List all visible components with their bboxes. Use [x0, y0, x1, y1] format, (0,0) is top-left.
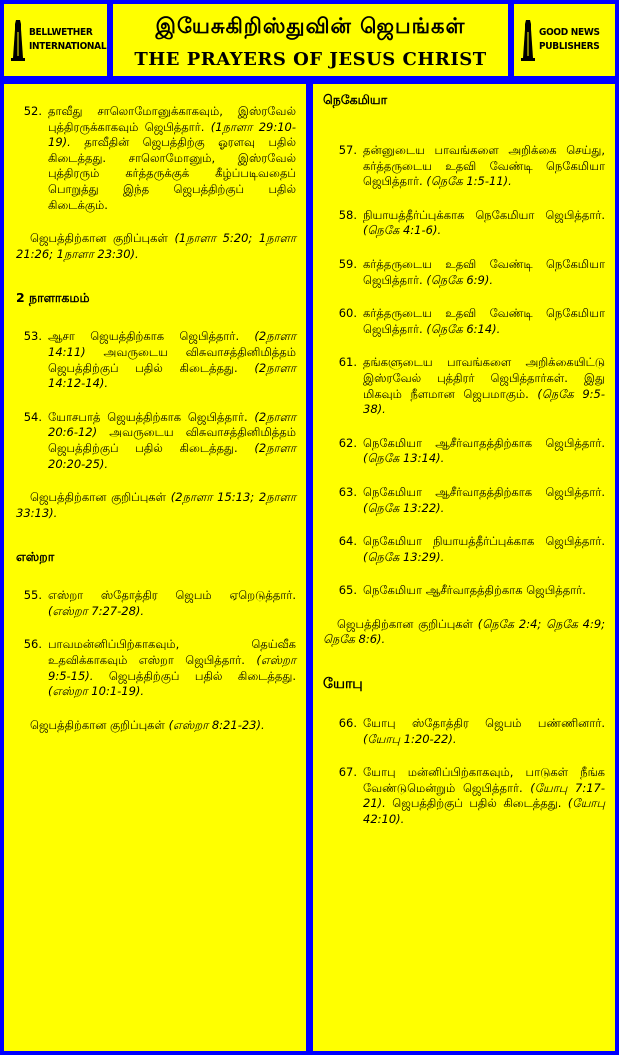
- note-label: ஜெபத்திற்கான குறிப்புகள்: [30, 231, 175, 246]
- entry-body: அவருடைய விசுவாசத்தினிமித்தம் ஜெபத்திற்குப் பதில் கிடைத்தது.: [48, 425, 296, 455]
- entry-body: ஆசா ஜெயத்திற்காக ஜெபித்தார்.: [48, 329, 255, 344]
- scripture-ref: (எஸ்றா 10:1-19).: [48, 684, 145, 699]
- entry-text: [363, 534, 605, 565]
- entry-text: [363, 583, 605, 599]
- entry-text: [48, 410, 296, 472]
- scripture-ref: (2நாளா 20:20-25).: [48, 440, 296, 471]
- note-label: ஜெபத்திற்கான குறிப்புகள்: [30, 717, 169, 732]
- scripture-ref: (2நாளா 14:11): [48, 329, 296, 359]
- scripture-ref: (நெகே 13:29).: [363, 549, 445, 564]
- prayer-entry-63: [323, 485, 605, 516]
- entry-body: நெகேமியா ஆசீர்வாதத்திற்காக ஜெபித்தார்.: [363, 583, 586, 598]
- prayer-entry-67: [323, 765, 605, 827]
- entry-body: யோபு மன்னிப்பிற்காகவும், பாடுகள் நீங்க வேண்டுமென்றும் ஜெபித்தார்.: [363, 765, 605, 795]
- scripture-ref: (யோபு 1:20-22).: [363, 731, 457, 746]
- logo-right-line2: PUBLISHERS: [539, 41, 600, 52]
- entry-number: 66.: [338, 716, 357, 731]
- entry-body: பாவமன்னிப்பிற்காகவும், தெய்வீக உதவிக்காகவும் எஸ்றா ஜெபித்தார்.: [48, 637, 296, 668]
- entry-number: 57.: [338, 143, 357, 157]
- entry-number: 64.: [338, 534, 357, 549]
- entry-body: ஜெபத்திற்குப் பதில் கிடைத்தது.: [93, 668, 296, 683]
- prayer-entry-52: [16, 104, 296, 213]
- entry-body: நியாயத்தீர்ப்புக்காக நெகேமியா ஜெபித்தார்.: [363, 207, 605, 222]
- prayer-entry-55: [16, 588, 296, 619]
- scripture-ref: (யோபு 7:17-21).: [363, 780, 605, 811]
- entry-number: 67.: [338, 765, 357, 780]
- prayer-notes: [16, 718, 296, 734]
- entry-body: நெகேமியா ஆசீர்வாதத்திற்காக ஜெபித்தார்.: [363, 484, 605, 499]
- prayer-entry-59: [323, 257, 605, 288]
- entry-body: தன்னுடைய பாவங்களை அறிக்கை செய்து, கர்த்தருடைய உதவி வேண்டி நெகேமியா ஜெபித்தார்.: [363, 143, 605, 189]
- logo-left-line2: INTERNATIONAL: [29, 41, 107, 52]
- title-english: THE PRAYERS OF JESUS CHRIST: [134, 49, 487, 70]
- prayer-entry-58: [323, 208, 605, 239]
- entry-number: 62.: [338, 435, 357, 450]
- prayer-notes: [16, 231, 296, 262]
- prayer-entry-65: [323, 583, 605, 599]
- entry-number: 58.: [338, 207, 357, 222]
- prayer-entry-66: [323, 716, 605, 747]
- entry-number: 54.: [23, 409, 42, 424]
- scripture-ref: (எஸ்றா 8:21-23).: [168, 717, 265, 732]
- entry-text: [363, 257, 605, 288]
- scripture-ref: (நெகே 1:5-11).: [426, 174, 512, 189]
- prayer-entry-64: [323, 534, 605, 565]
- scripture-ref: (நெகே 13:22).: [363, 500, 445, 515]
- scripture-ref: (நெகே 4:1-6).: [363, 223, 442, 238]
- entry-body: யோபு ஸ்தோத்திர ஜெபம் பண்ணினார்.: [363, 716, 605, 731]
- logo-right-line1: GOOD NEWS: [539, 27, 600, 38]
- scripture-ref: (2நாளா 14:12-14).: [48, 360, 296, 391]
- lighthouse-icon: [520, 18, 536, 62]
- entry-text: [363, 355, 605, 417]
- prayer-notes: [16, 490, 296, 521]
- prayer-entry-57: [323, 143, 605, 190]
- entry-text: [363, 716, 605, 747]
- good-news-logo: [514, 4, 615, 76]
- entry-text: [363, 765, 605, 827]
- scripture-ref: (எஸ்றா 7:27-28).: [48, 603, 145, 618]
- scripture-ref: (நெகே 13:14).: [363, 451, 445, 466]
- scripture-ref: (2நாளா 15:13; 2நாளா 33:13).: [16, 490, 296, 520]
- entry-body: நெகேமியா நியாயத்தீர்ப்புக்காக ஜெபித்தார்.: [363, 534, 605, 549]
- right-column: [313, 84, 615, 1051]
- scripture-ref: (நெகே 2:4; நெகே 4:9; நெகே 8:6).: [323, 616, 606, 647]
- scripture-ref: (1நாளா 5:20; 1நாளா 21:26; 1நாளா 23:30).: [16, 231, 296, 261]
- entry-body: யோசபாத் ஜெயத்திற்காக ஜெபித்தார்.: [48, 409, 255, 424]
- entry-number: 61.: [338, 355, 357, 370]
- entry-body: ஜெபத்திற்குப் பதில் கிடைத்தது.: [385, 796, 568, 811]
- entry-text: [363, 143, 605, 190]
- title-tamil: இயேசுகிறிஸ்துவின் ஜெபங்கள்: [155, 14, 466, 38]
- prayer-entry-61: [323, 355, 605, 417]
- entry-number: 55.: [23, 588, 42, 603]
- entry-number: 52.: [23, 104, 42, 118]
- prayer-entry-56: [16, 637, 296, 699]
- entry-text: [48, 637, 296, 699]
- note-label: ஜெபத்திற்கான குறிப்புகள்: [337, 616, 478, 631]
- scripture-ref: (யோபு 42:10).: [363, 796, 605, 827]
- entry-body: கர்த்தருடைய உதவி வேண்டி நெகேமியா ஜெபித்தார்.: [363, 256, 605, 287]
- entry-text: [48, 104, 296, 213]
- entry-text: [48, 329, 296, 391]
- section-heading-2-chronicles: 2 நாளாகமம்: [16, 290, 90, 306]
- lighthouse-icon: [10, 18, 26, 62]
- prayer-notes: [323, 617, 605, 648]
- entry-body: நெகேமியா ஆசீர்வாதத்திற்காக ஜெபித்தார்.: [363, 435, 605, 450]
- scripture-ref: (எஸ்றா 9:5-15).: [48, 653, 296, 683]
- entry-text: [363, 485, 605, 516]
- scripture-ref: (நெகே 9:5-38).: [363, 386, 606, 417]
- entry-number: 59.: [338, 256, 357, 271]
- section-heading-nehemiah: நெகேமியா: [323, 92, 388, 107]
- prayer-entry-62: [323, 436, 605, 467]
- title-box: [113, 4, 508, 76]
- entry-body: தாவீது சாலொமோனுக்காகவும், இஸ்ரவேல் புத்திரருக்காகவும் ஜெபித்தார்.: [48, 104, 296, 134]
- note-label: ஜெபத்திற்கான குறிப்புகள்: [30, 490, 171, 505]
- entry-body: தங்களுடைய பாவங்களை அறிக்கையிட்டு இஸ்ரவேல் புத்திரர் ஜெபித்தார்கள். இது மிகவும் நீளமான ஜெபமாகும்.: [363, 355, 605, 401]
- left-column: [4, 84, 306, 1051]
- entry-text: [363, 306, 605, 337]
- entry-text: [48, 588, 296, 619]
- section-heading-ezra: எஸ்றா: [16, 549, 55, 565]
- entry-number: 60.: [338, 306, 357, 321]
- entry-text: [363, 436, 605, 467]
- entry-body: தாவீதின் ஜெபத்திற்கு ஓரளவு பதில் கிடைத்தது. சாலொமோனும், இஸ்ரவேல் புத்திரரும் கர்த்தருக்குக் கீழ்ப்படிவதைப் பொறுத்து இந்த ஜெபத்திற்குப் பதில் கிடைக்கும்.: [48, 135, 296, 212]
- entry-body: கர்த்தருடைய உதவி வேண்டி நெகேமியா ஜெபித்தார்.: [363, 306, 605, 336]
- entry-number: 56.: [23, 637, 42, 652]
- entry-number: 65.: [338, 583, 357, 598]
- scripture-ref: (2நாளா 20:6-12): [48, 409, 296, 440]
- prayer-entry-54: [16, 410, 296, 472]
- prayer-entry-60: [323, 306, 605, 337]
- scripture-ref: (1நாளா 29:10-19).: [48, 119, 296, 150]
- entry-text: [363, 208, 605, 239]
- entry-body: எஸ்றா ஸ்தோத்திர ஜெபம் ஏறெடுத்தார்.: [48, 588, 296, 603]
- entry-number: 63.: [338, 484, 357, 499]
- section-heading-job: யோபு: [323, 676, 363, 693]
- entry-body: அவருடைய விசுவாசத்தினிமித்தம் ஜெபத்திற்குப் பதில் கிடைத்தது.: [48, 344, 296, 375]
- prayer-entry-53: [16, 329, 296, 391]
- scripture-ref: (நெகே 6:9).: [426, 272, 493, 287]
- entry-number: 53.: [23, 329, 42, 344]
- bellwether-logo: [4, 4, 107, 76]
- scripture-ref: (நெகே 6:14).: [426, 321, 501, 336]
- logo-left-line1: BELLWETHER: [29, 27, 93, 38]
